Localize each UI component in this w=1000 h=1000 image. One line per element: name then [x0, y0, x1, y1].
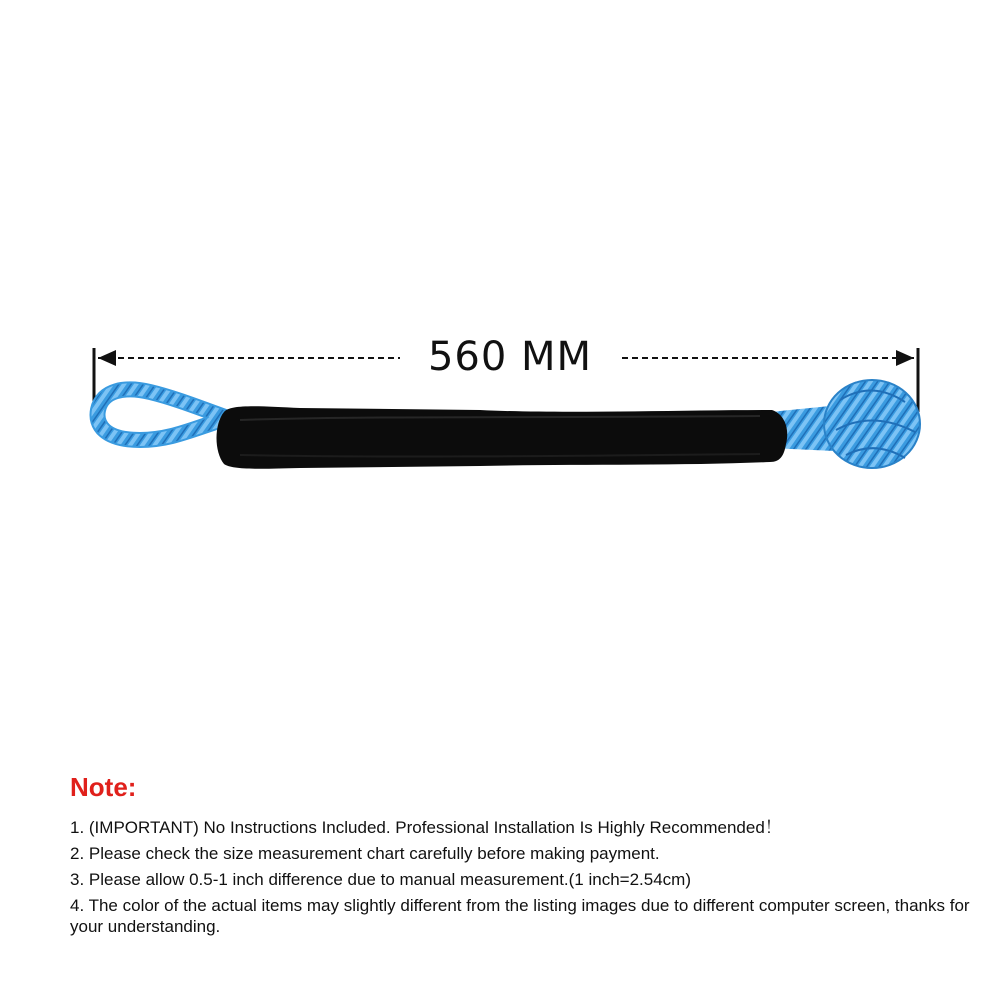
- note-section: [70, 772, 970, 942]
- note-item: 2. Please check the size measurement chart carefully before making payment.: [70, 844, 660, 863]
- black-sleeve: [217, 406, 788, 469]
- note-item: 3. Please allow 0.5-1 inch difference due to manual measurement.(1 inch=2.54cm): [70, 870, 692, 889]
- note-title: Note:: [70, 772, 137, 802]
- rope-knot-end: [770, 380, 920, 468]
- note-item: 4. The color of the actual items may slightly different from the listing images due to different computer screen, thanks for your understanding.: [70, 896, 970, 936]
- rope-eye-loop: [97, 389, 228, 440]
- note-item: 1. (IMPORTANT) No Instructions Included. Professional Installation Is Highly Recommended！: [70, 818, 782, 837]
- length-measurement-label: 560 MM: [400, 330, 620, 384]
- note-list: [70, 817, 970, 937]
